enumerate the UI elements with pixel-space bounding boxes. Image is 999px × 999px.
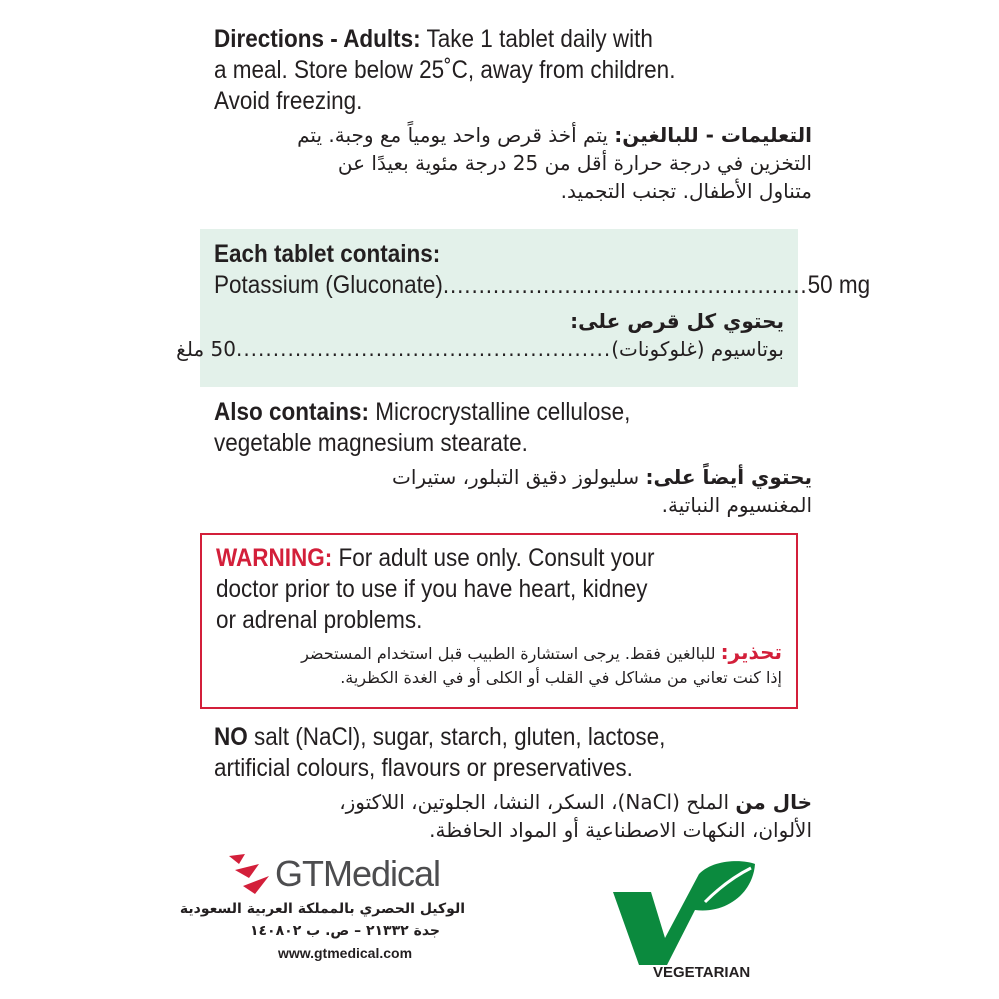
ingredient-amount: 50 mg — [807, 271, 871, 299]
free-from-ar-line-1 — [214, 788, 812, 816]
composition-heading-text: Each tablet contains: — [214, 240, 441, 268]
also-line-2: vegetable magnesium stearate. — [214, 429, 528, 457]
composition-ar-heading — [214, 307, 784, 335]
website-link[interactable]: www.gtmedical.com — [277, 945, 413, 961]
ingredient-row — [214, 270, 871, 301]
gt-medical-logo-text: GTMedical — [275, 853, 441, 894]
free-from-text-1: salt (NaCl), sugar, starch, gluten, lactose, — [247, 723, 666, 751]
also-ar-label: يحتوي أيضاً على: — [645, 465, 812, 489]
free-from-section — [200, 722, 826, 844]
also-ar-line-1 — [214, 463, 812, 491]
ingredient-ar-leader-dots: ................................................... — [235, 337, 612, 361]
directions-label: Directions - Adults: — [214, 25, 421, 53]
free-from-line-2: artificial colours, flavours or preservatives. — [214, 754, 633, 782]
free-from-ar-text-1: الملح (NaCl)، السكر، النشا، الجلوتين، اللاكتوز، — [339, 790, 736, 814]
directions-line-2: a meal. Store below 25˚C, away from children. — [214, 56, 676, 84]
vegetarian-badge — [605, 860, 765, 985]
free-from-label: NO — [214, 723, 248, 751]
warning-text-1: For adult use only. Consult your — [332, 544, 655, 572]
also-ar-line-2: المغنسيوم النباتية. — [661, 493, 812, 517]
gt-medical-brand — [179, 850, 465, 964]
warning-ar-line-2: إذا كنت تعاني من مشاكل في القلب أو الكلى أو في الغدة الكظرية. — [340, 668, 782, 687]
directions-ar-line-1 — [214, 121, 812, 149]
free-from-ar-line-2: الألوان، النكهات الاصطناعية أو المواد الحافظة. — [429, 818, 812, 842]
ingredient-ar-name: بوتاسيوم (غلوكونات) — [611, 337, 784, 361]
also-text-1: Microcrystalline cellulose, — [369, 398, 631, 426]
also-contains-section — [200, 397, 826, 519]
also-line-1 — [214, 397, 752, 428]
directions-text-1: Take 1 tablet daily with — [420, 25, 653, 53]
composition-panel — [176, 229, 871, 387]
warning-ar-line-1 — [216, 640, 782, 666]
ingredient-leader-dots: ................................................... — [442, 271, 808, 299]
gt-medical-swoosh-icon — [225, 850, 273, 898]
warning-ar-text-1: للبالغين فقط. يرجى استشارة الطبيب قبل استخدام المستحضر — [301, 644, 721, 663]
warning-line-1 — [216, 543, 725, 574]
warning-ar-label: تحذير: — [720, 640, 782, 664]
ingredient-ar-amount: 50 ملغ — [176, 337, 236, 361]
free-from-line-1 — [214, 722, 752, 753]
gt-medical-logo — [225, 850, 465, 898]
free-from-ar-label: خال من — [735, 790, 812, 814]
distributor-line-2: جدة ٢١٣٣٢ – ص. ب ١٤٠٨٠٢ — [249, 923, 441, 939]
warning-box — [200, 533, 798, 709]
composition-ar-heading-text: يحتوي كل قرص على: — [570, 309, 784, 333]
directions-line-3: Avoid freezing. — [214, 87, 363, 115]
warning-line-2: doctor prior to use if you have heart, kidney — [216, 575, 648, 603]
vegetarian-v-leaf-icon — [605, 860, 765, 965]
distributor-line-1: الوكيل الحصري بالمملكة العربية السعودية — [179, 901, 465, 917]
directions-line-1 — [214, 24, 752, 55]
directions-ar-label: التعليمات - للبالغين: — [614, 123, 812, 147]
directions-ar-line-3: متناول الأطفال. تجنب التجميد. — [560, 179, 812, 203]
ingredient-ar-row — [176, 335, 784, 363]
warning-line-3: or adrenal problems. — [216, 606, 423, 634]
warning-label: WARNING: — [216, 544, 333, 572]
ingredient-name: Potassium (Gluconate) — [214, 271, 443, 299]
vegetarian-label: VEGETARIAN — [653, 964, 751, 981]
composition-heading — [214, 239, 727, 270]
directions-ar-line-2: التخزين في درجة حرارة أقل من 25 درجة مئوية بعيدًا عن — [337, 151, 812, 175]
also-label: Also contains: — [214, 398, 370, 426]
also-ar-text-1: سليولوز دقيق التبلور، ستيرات — [391, 465, 646, 489]
directions-section — [200, 24, 826, 205]
directions-ar-text-1: يتم أخذ قرص واحد يومياً مع وجبة. يتم — [297, 123, 615, 147]
